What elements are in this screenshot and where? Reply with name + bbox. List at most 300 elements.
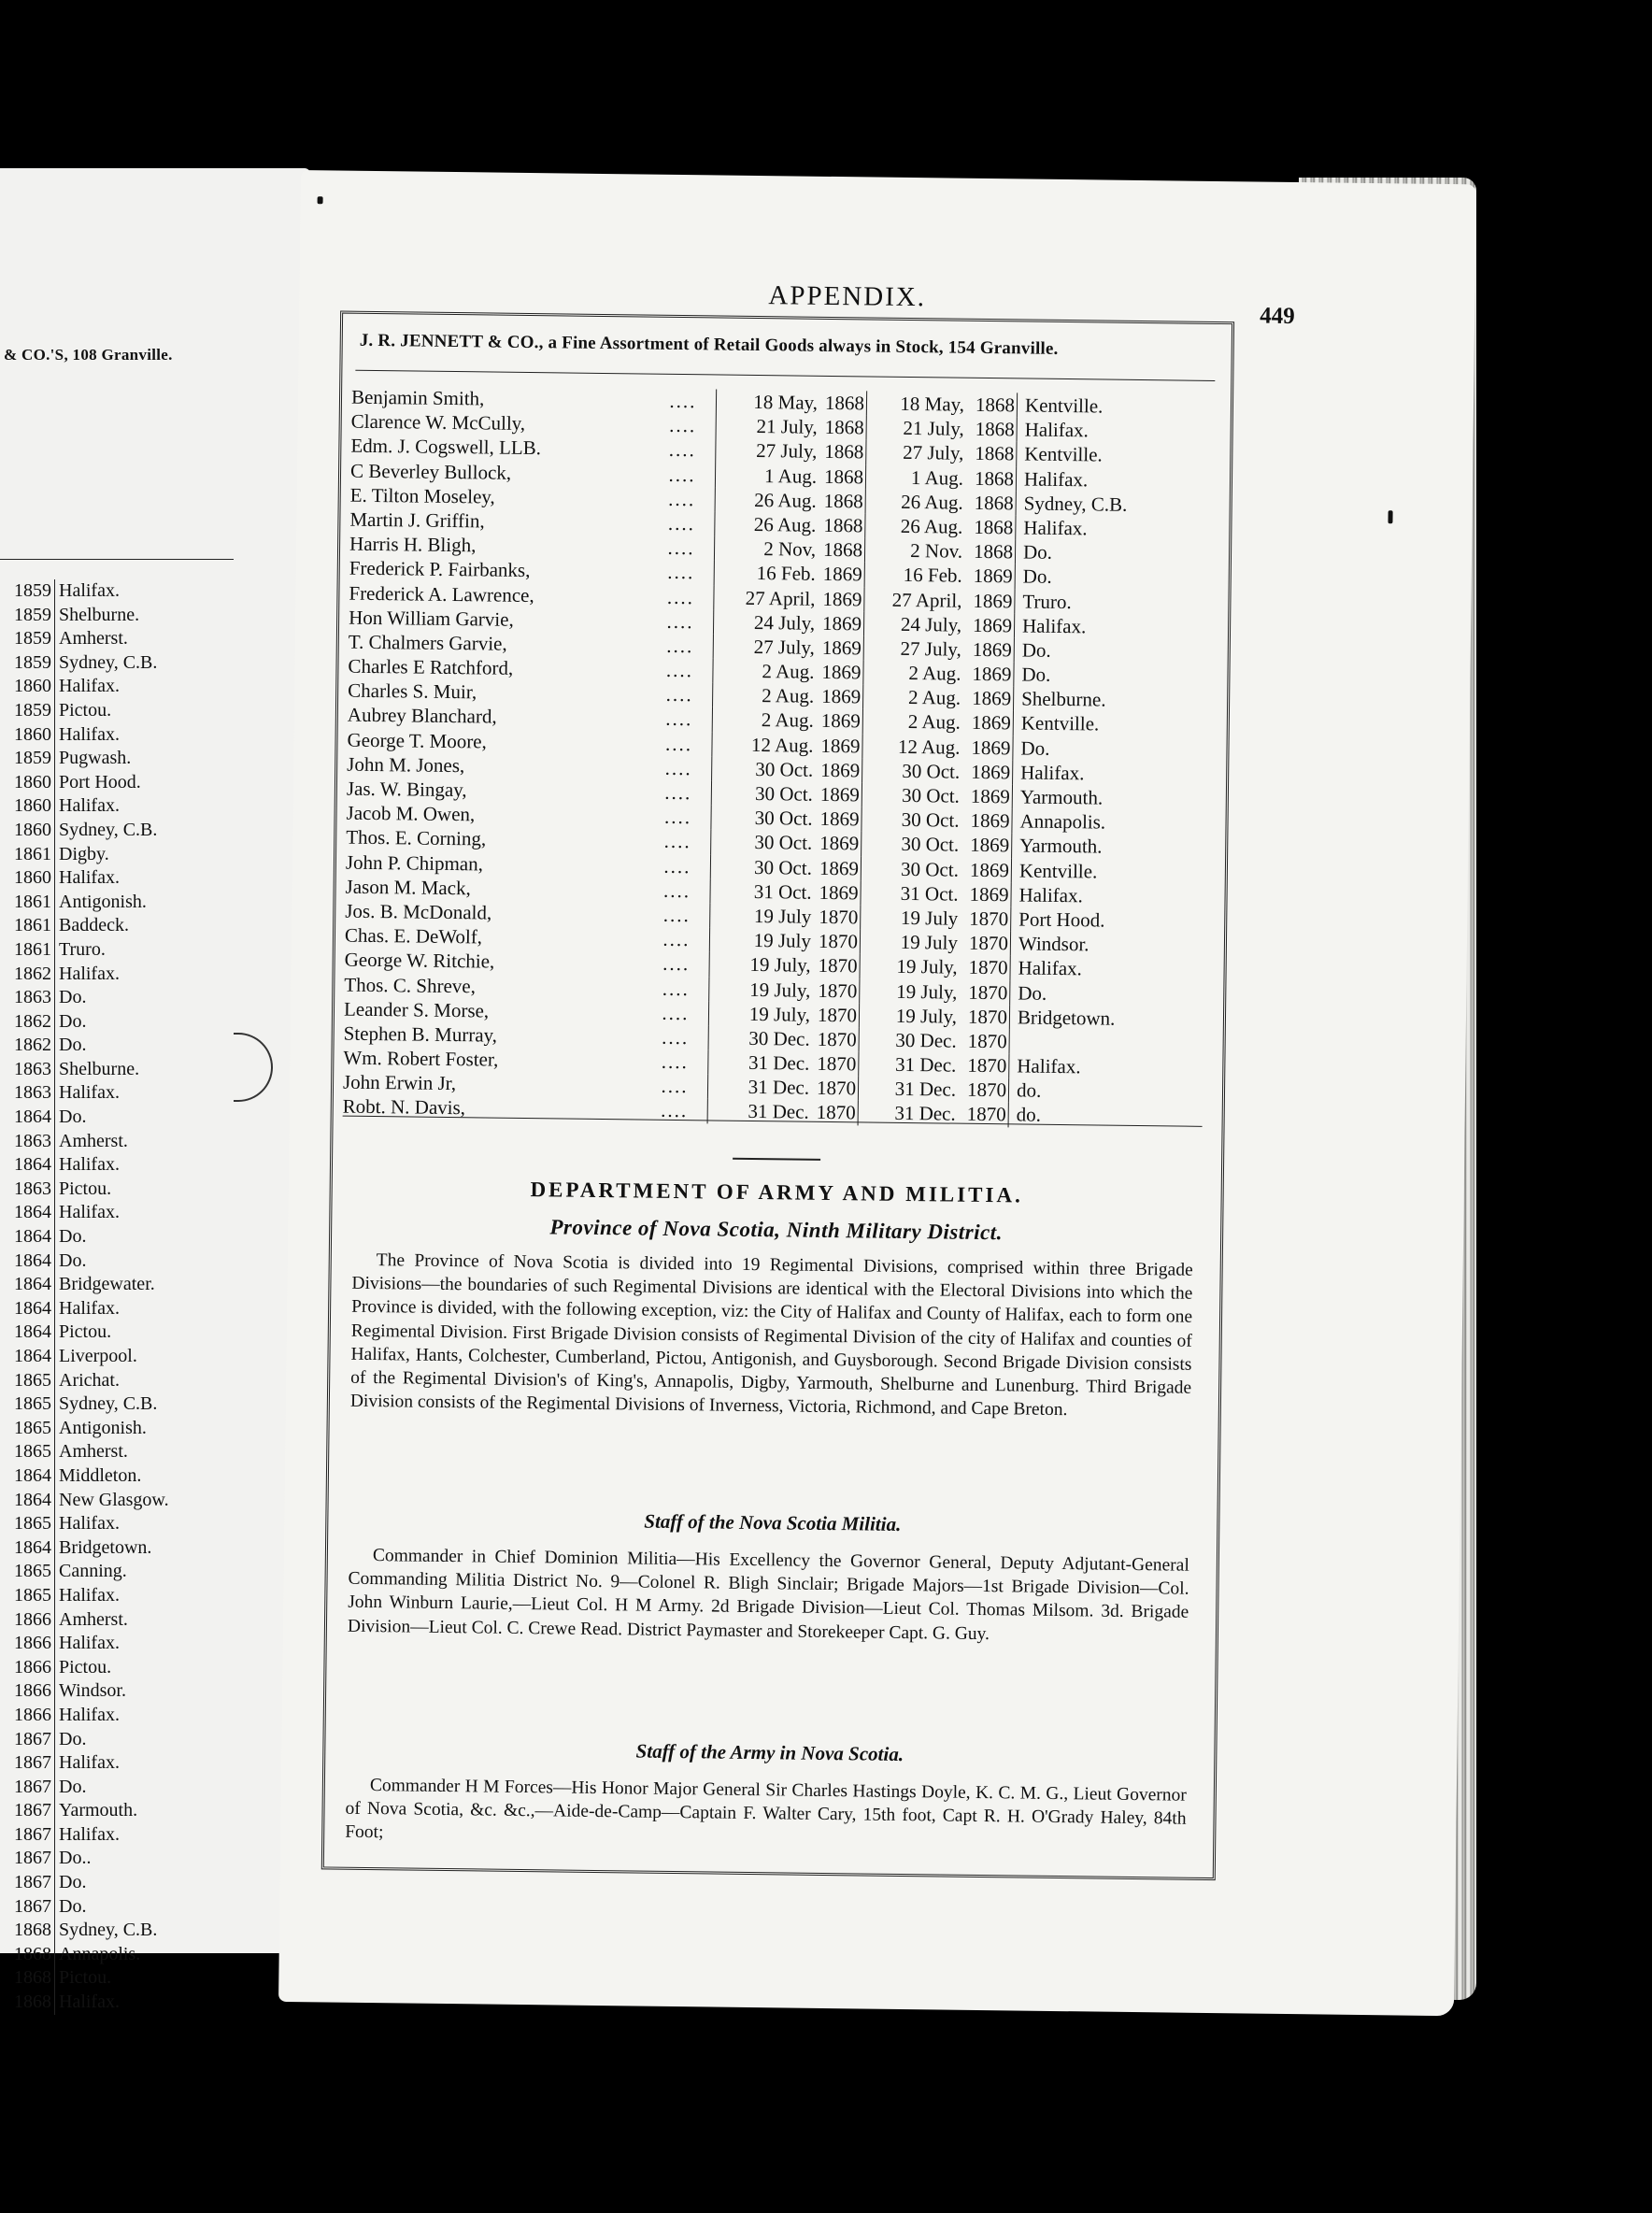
ad-divider xyxy=(355,370,1215,381)
date-cell: 2 Aug. xyxy=(907,686,961,709)
place-cell: Antigonish. xyxy=(59,1417,147,1438)
name-cell: Frederick P. Fairbanks, xyxy=(349,556,531,582)
staff-militia-title: Staff of the Nova Scotia Militia. xyxy=(644,1509,902,1535)
date-cell: 19 July, xyxy=(895,1004,958,1028)
left-list-row xyxy=(0,1417,234,1441)
left-list-row xyxy=(0,1440,234,1464)
left-list-row xyxy=(0,1297,234,1321)
year-cell: 1868 xyxy=(966,515,1016,540)
place-cell: Halifax. xyxy=(59,1297,120,1319)
date-cell: 1 Aug. xyxy=(715,463,820,489)
date-cell: 2 Nov. xyxy=(910,539,963,563)
left-advertisement: & CO.'S, 108 Granville. xyxy=(4,346,173,364)
year-cell: 1864 xyxy=(0,1153,55,1178)
name-cell: Aubrey Blanchard, xyxy=(347,704,497,729)
date-cell: 21 July, xyxy=(903,417,964,440)
place-cell: Annapolis. xyxy=(59,1943,141,1964)
place-cell: Halifax. xyxy=(1018,883,1083,907)
place-cell: Halifax. xyxy=(59,1154,120,1176)
year-cell: 1870 xyxy=(815,905,861,930)
place-cell: Do. xyxy=(1020,736,1050,760)
year-cell: 1868 xyxy=(0,1943,55,1967)
place-cell: Do. xyxy=(59,1226,87,1248)
leader-dots: .... xyxy=(668,463,696,486)
date-cell: 27 July, xyxy=(715,438,820,464)
place-cell: Shelburne. xyxy=(1020,687,1106,711)
place-cell: Port Hood. xyxy=(59,771,141,792)
date-cell: 31 Dec. xyxy=(707,1049,813,1076)
year-cell: 1864 xyxy=(0,1321,55,1345)
year-cell: 1859 xyxy=(0,651,55,676)
place-cell: Do.. xyxy=(59,1848,92,1869)
left-list-row xyxy=(0,723,234,748)
leader-dots: .... xyxy=(669,389,697,413)
name-cell: E. Tilton Moseley, xyxy=(349,483,495,508)
leader-dots: .... xyxy=(662,903,691,927)
leader-dots: .... xyxy=(661,1049,690,1074)
year-cell: 1868 xyxy=(820,464,866,489)
place-cell: Kentville. xyxy=(1024,393,1104,418)
leader-dots: .... xyxy=(661,1075,689,1098)
leader-dots: .... xyxy=(669,414,697,437)
left-divider xyxy=(0,559,234,560)
year-cell: 1869 xyxy=(818,708,863,734)
date-cell: 2 Aug. xyxy=(712,683,818,709)
year-cell: 1859 xyxy=(0,604,55,628)
place-cell: Do. xyxy=(59,1776,87,1797)
year-cell: 1867 xyxy=(0,1728,55,1752)
left-list-row xyxy=(0,747,234,771)
name-cell: Jason M. Mack, xyxy=(345,875,471,900)
name-cell: C Beverley Bullock, xyxy=(349,459,512,484)
year-cell: 1869 xyxy=(819,610,864,635)
year-cell: 1867 xyxy=(0,1871,55,1895)
left-list-row xyxy=(0,1081,234,1106)
name-cell: John P. Chipman, xyxy=(345,850,484,875)
place-cell: Pictou. xyxy=(59,1178,112,1199)
left-list-row xyxy=(0,1273,234,1297)
left-list-row xyxy=(0,1895,234,1920)
name-cell: Jos. B. McDonald, xyxy=(345,899,492,924)
place-cell: Sydney, C.B. xyxy=(59,819,158,840)
place-cell: Amherst. xyxy=(59,1608,128,1630)
place-cell: Halifax. xyxy=(1023,516,1088,540)
year-cell: 1868 xyxy=(0,1919,55,1943)
page-number: 449 xyxy=(1260,303,1295,330)
leader-dots: .... xyxy=(665,683,693,707)
year-cell: 1868 xyxy=(968,417,1018,442)
left-list-row xyxy=(0,1919,234,1943)
place-cell: Middleton. xyxy=(59,1464,142,1486)
year-cell: 1863 xyxy=(0,1081,55,1106)
name-cell: Harris H. Bligh, xyxy=(349,532,477,557)
year-cell: 1870 xyxy=(815,929,861,954)
place-cell: Do. xyxy=(1018,980,1047,1005)
date-cell: 16 Feb. xyxy=(903,564,962,587)
date-cell: 19 July xyxy=(900,906,959,930)
year-cell: 1863 xyxy=(0,1130,55,1154)
left-list-row xyxy=(0,1489,234,1513)
left-list-row xyxy=(0,604,234,628)
year-cell: 1864 xyxy=(0,1273,55,1297)
place-cell: Port Hood. xyxy=(1018,907,1105,932)
appointment-list xyxy=(343,385,1212,1130)
date-cell: 26 Aug. xyxy=(901,490,963,514)
name-cell: Leander S. Morse, xyxy=(343,997,490,1022)
place-cell: Halifax. xyxy=(1020,761,1085,785)
place-cell: Do. xyxy=(1021,663,1051,686)
year-cell: 1870 xyxy=(960,1053,1009,1078)
leader-dots: .... xyxy=(663,854,691,878)
year-cell: 1868 xyxy=(821,391,867,416)
date-cell: 19 July xyxy=(900,931,959,954)
year-cell: 1864 xyxy=(0,1225,55,1249)
place-cell xyxy=(1010,1029,1018,1053)
place-cell: Amherst. xyxy=(59,628,128,650)
date-cell: 30 Oct. xyxy=(902,759,961,783)
left-page xyxy=(0,168,310,2013)
staff-militia-paragraph: Commander in Chief Dominion Militia—His Excellency the Governor General, Deputy Adjutant-General Commanding Militia District No. 9—Colonel R. Bligh Sinclair; Brigade Majors—1st Brigade Division—Col. John Winburn Laurie,—Lieut Col. H M Army. 2d Brigade Division—Lieut Col. Thomas Milsom. 3d. Brigade Division—Lieut Col. C. Crewe Read. District Paymaster and Storekeeper Capt. G. Guy. xyxy=(347,1546,1189,1644)
left-list-row xyxy=(0,1225,234,1249)
place-cell: Do. xyxy=(59,1895,87,1917)
place-cell: Truro. xyxy=(59,938,106,960)
place-cell: Halifax. xyxy=(59,1513,120,1535)
year-cell: 1869 xyxy=(816,855,862,880)
place-cell: Pictou. xyxy=(59,699,112,721)
left-list-row xyxy=(0,1536,234,1561)
leader-dots: .... xyxy=(662,977,690,1000)
year-cell: 1868 xyxy=(966,539,1016,564)
leader-dots: .... xyxy=(664,732,693,755)
year-cell: 1869 xyxy=(818,660,863,685)
left-list-row xyxy=(0,1392,234,1417)
name-cell: Benjamin Smith, xyxy=(350,385,485,410)
year-cell: 1868 xyxy=(967,441,1017,466)
place-cell: Bridgewater. xyxy=(59,1274,155,1295)
place-cell: Windsor. xyxy=(59,1680,126,1702)
year-cell: 1864 xyxy=(0,1249,55,1274)
date-cell: 27 July, xyxy=(900,636,961,661)
place-cell: Halifax. xyxy=(1021,614,1087,637)
year-cell: 1869 xyxy=(819,635,864,661)
left-list-row xyxy=(0,1847,234,1871)
year-cell: 1867 xyxy=(0,1751,55,1776)
name-cell: Jacob M. Owen, xyxy=(346,801,476,826)
year-cell: 1869 xyxy=(819,562,865,587)
leader-dots: .... xyxy=(662,878,691,902)
place-cell: Annapolis. xyxy=(1019,809,1106,834)
place-cell: Arichat. xyxy=(59,1369,120,1391)
date-cell: 19 July, xyxy=(708,977,814,1003)
left-list-row xyxy=(0,843,234,867)
date-cell: 1 Aug. xyxy=(910,465,964,490)
leader-dots: .... xyxy=(662,1001,690,1024)
place-cell: Kentville. xyxy=(1024,442,1103,466)
year-cell: 1869 xyxy=(817,733,862,758)
date-cell: 30 Oct. xyxy=(901,783,961,807)
leader-dots: .... xyxy=(667,561,695,584)
year-cell: 1869 xyxy=(962,808,1012,834)
year-cell: 1863 xyxy=(0,1178,55,1202)
year-cell: 1869 xyxy=(963,760,1013,785)
left-list-row xyxy=(0,1512,234,1536)
left-list-row xyxy=(0,986,234,1010)
left-list-row xyxy=(0,1321,234,1345)
place-cell: Amherst. xyxy=(59,1130,128,1151)
place-cell: Liverpool. xyxy=(59,1346,137,1366)
place-cell: Halifax. xyxy=(59,723,120,745)
left-list-row xyxy=(0,1584,234,1608)
year-cell: 1861 xyxy=(0,891,55,915)
place-cell: Baddeck. xyxy=(59,915,129,936)
name-cell: Chas. E. DeWolf, xyxy=(344,923,483,949)
date-cell: 19 July, xyxy=(896,979,958,1004)
place-cell: Do. xyxy=(59,987,87,1008)
department-title: DEPARTMENT OF ARMY AND MILITIA. xyxy=(530,1178,1023,1207)
year-cell: 1861 xyxy=(0,938,55,963)
name-cell: Thos. E. Corning, xyxy=(346,826,487,850)
year-cell: 1869 xyxy=(816,831,862,856)
year-cell: 1869 xyxy=(965,588,1015,613)
left-list-row xyxy=(0,1201,234,1225)
date-cell: 2 Aug. xyxy=(908,662,961,685)
left-list-row xyxy=(0,1034,234,1058)
date-cell: 12 Aug. xyxy=(711,732,817,758)
place-cell: Sydney, C.B. xyxy=(1023,492,1128,516)
year-cell: 1865 xyxy=(0,1440,55,1464)
year-cell: 1869 xyxy=(964,710,1014,735)
left-list-row xyxy=(0,1153,234,1178)
place-cell: Shelburne. xyxy=(59,604,140,625)
left-list-row xyxy=(0,1464,234,1489)
right-page xyxy=(278,170,1476,2016)
name-cell: George W. Ritchie, xyxy=(344,948,495,973)
name-cell: Stephen B. Murray, xyxy=(343,1021,498,1047)
leader-dots: .... xyxy=(665,658,694,682)
year-cell: 1865 xyxy=(0,1392,55,1417)
left-list-row xyxy=(0,963,234,987)
left-list-row xyxy=(0,579,234,604)
year-cell: 1869 xyxy=(964,662,1014,687)
left-list-row xyxy=(0,794,234,819)
place-cell: Bridgetown. xyxy=(59,1536,152,1558)
left-list-row xyxy=(0,1704,234,1728)
year-cell: 1868 xyxy=(0,1966,55,1991)
date-cell: 30 Oct. xyxy=(710,854,816,880)
year-cell: 1864 xyxy=(0,1201,55,1225)
date-cell: 18 May, xyxy=(716,389,821,415)
year-cell: 1866 xyxy=(0,1632,55,1656)
leader-dots: .... xyxy=(662,1025,690,1049)
date-cell: 2 Nov, xyxy=(714,536,819,563)
date-cell: 31 Dec. xyxy=(707,1099,813,1125)
left-list-row xyxy=(0,1751,234,1776)
place-cell: Halifax. xyxy=(59,963,120,984)
place-cell: Pictou. xyxy=(59,1321,112,1343)
date-cell: 19 July xyxy=(709,903,815,929)
year-cell: 1863 xyxy=(0,986,55,1010)
year-cell: 1870 xyxy=(813,1076,859,1101)
year-cell: 1869 xyxy=(961,881,1011,907)
name-cell: Charles S. Muir, xyxy=(348,678,477,704)
date-cell: 18 May, xyxy=(900,392,965,416)
left-list-row xyxy=(0,1106,234,1130)
year-cell: 1865 xyxy=(0,1584,55,1608)
left-list-row xyxy=(0,1608,234,1633)
year-cell: 1862 xyxy=(0,1034,55,1058)
date-cell: 12 Aug. xyxy=(897,735,961,759)
year-cell: 1869 xyxy=(965,637,1015,663)
date-cell: 30 Dec. xyxy=(895,1028,957,1052)
left-list-row xyxy=(0,1058,234,1082)
year-cell: 1866 xyxy=(0,1656,55,1680)
date-cell: 26 Aug. xyxy=(714,511,819,537)
name-cell: Jas. W. Bingay, xyxy=(346,777,467,802)
place-cell: Halifax. xyxy=(59,580,120,601)
date-cell: 30 Oct. xyxy=(710,830,816,856)
year-cell: 1867 xyxy=(0,1776,55,1800)
date-cell: 19 July xyxy=(709,928,815,954)
place-cell: New Glasgow. xyxy=(59,1489,169,1510)
date-cell: 19 July, xyxy=(896,955,958,978)
year-cell: 1862 xyxy=(0,1010,55,1035)
leader-dots: .... xyxy=(665,707,693,731)
year-cell: 1868 xyxy=(0,1991,55,2015)
left-list-row xyxy=(0,1010,234,1035)
leader-dots: .... xyxy=(666,609,694,633)
place-cell: Digby. xyxy=(59,843,109,864)
year-cell: 1870 xyxy=(960,1102,1009,1127)
name-cell: George T. Moore, xyxy=(347,728,487,753)
place-cell: Sydney, C.B. xyxy=(59,651,158,673)
leader-dots: .... xyxy=(661,1099,689,1122)
name-cell: Edm. J. Cogswell, LLB. xyxy=(350,435,542,460)
year-cell: 1859 xyxy=(0,627,55,651)
left-list-row xyxy=(0,1776,234,1800)
place-cell: Halifax. xyxy=(59,1704,120,1725)
place-cell: Halifax. xyxy=(59,867,120,889)
place-cell: Halifax. xyxy=(1023,467,1089,491)
name-cell: Hon William Garvie, xyxy=(349,606,514,631)
year-cell: 1870 xyxy=(961,955,1010,980)
year-cell: 1869 xyxy=(962,857,1012,882)
year-cell: 1869 xyxy=(817,782,862,807)
place-cell: Halifax. xyxy=(59,1082,120,1104)
date-cell: 27 April, xyxy=(713,585,819,611)
name-cell: John Erwin Jr, xyxy=(342,1070,457,1095)
place-cell: Halifax. xyxy=(59,1584,120,1606)
left-list-row xyxy=(0,1823,234,1848)
year-cell: 1864 xyxy=(0,1345,55,1369)
left-list-row xyxy=(0,1966,234,1991)
date-cell: 27 July, xyxy=(903,441,964,465)
date-cell: 31 Oct. xyxy=(900,881,959,906)
date-cell: 31 Oct. xyxy=(709,878,815,905)
place-cell: Shelburne. xyxy=(59,1058,140,1079)
place-cell: Yarmouth. xyxy=(1019,785,1104,809)
staff-army-paragraph: Commander H M Forces—His Honor Major General Sir Charles Hastings Doyle, K. C. M. G., Lieut Governor of Nova Scotia, &c. &c.,—Aide-de-Camp—Captain F. Walter Cary, 15th foot, Capt R. H. O'Grady Haley, 84th Foot; xyxy=(345,1776,1187,1843)
place-cell: Do. xyxy=(1021,638,1051,662)
name-cell: T. Chalmers Garvie, xyxy=(348,630,507,655)
province-paragraph: The Province of Nova Scotia is divided into 19 Regimental Divisions, comprised within three Brigade Divisions—the boundaries of such Regimental Divisions are identical with the Electoral Divisions into which the Province is divided, with the following exception, viz: the City of Halifax and County of Halifax, each to form one Regimental Division. First Brigade Division consists of Regimental Division of the city of Halifax and counties of Halifax, Hants, Colchester, Cumberland, Pictou, Antigonish, and Guysborough. Second Brigade Division consists of the Regimental Division's of King's, Annapolis, Digby, Yarmouth, Shelburne and Lunenburg. Third Brigade Division consists of the Regimental Divisions of Inverness, Victoria, Richmond, and Cape Breton. xyxy=(349,1250,1193,1421)
place-cell: Pugwash. xyxy=(59,748,132,769)
date-cell: 27 July, xyxy=(713,634,819,660)
year-cell: 1869 xyxy=(962,833,1012,858)
date-cell: 24 July, xyxy=(713,609,819,635)
left-list-row xyxy=(0,819,234,843)
left-list-row xyxy=(0,938,234,963)
left-list xyxy=(0,579,234,2015)
left-list-row xyxy=(0,914,234,938)
year-cell: 1867 xyxy=(0,1895,55,1920)
left-list-row xyxy=(0,891,234,915)
year-cell: 1869 xyxy=(818,684,863,709)
date-cell: 30 Dec. xyxy=(708,1025,814,1051)
place-cell: Windsor. xyxy=(1018,932,1089,956)
place-cell: Halifax. xyxy=(1024,418,1089,442)
left-list-row xyxy=(0,1130,234,1154)
year-cell: 1866 xyxy=(0,1608,55,1633)
year-cell: 1864 xyxy=(0,1489,55,1513)
year-cell: 1865 xyxy=(0,1417,55,1441)
year-cell: 1869 xyxy=(964,686,1014,711)
year-cell: 1860 xyxy=(0,819,55,843)
date-cell: 30 Oct. xyxy=(901,808,960,832)
left-list-row xyxy=(0,1656,234,1680)
year-cell: 1868 xyxy=(967,465,1017,491)
date-cell: 31 Dec. xyxy=(894,1078,957,1101)
leader-dots: .... xyxy=(662,927,691,951)
year-cell: 1868 xyxy=(821,415,867,440)
date-cell: 2 Aug. xyxy=(907,710,961,735)
place-cell: Halifax. xyxy=(1018,956,1083,980)
leader-dots: .... xyxy=(663,830,691,853)
province-title: Province of Nova Scotia, Ninth Military District. xyxy=(549,1215,1004,1245)
year-cell: 1866 xyxy=(0,1679,55,1704)
leader-dots: .... xyxy=(664,756,692,779)
left-list-row xyxy=(0,1178,234,1202)
place-cell: Halifax. xyxy=(59,1823,120,1845)
date-cell: 26 Aug. xyxy=(900,514,963,538)
name-cell: Robt. N. Davis, xyxy=(342,1095,466,1120)
year-cell: 1869 xyxy=(815,880,861,906)
year-cell: 1870 xyxy=(814,1002,860,1027)
left-list-row xyxy=(0,1943,234,1967)
place-cell: Halifax. xyxy=(1017,1054,1081,1078)
year-cell: 1870 xyxy=(961,907,1011,932)
year-cell: 1862 xyxy=(0,963,55,987)
left-list-row xyxy=(0,1632,234,1656)
place-cell: Halifax. xyxy=(59,1752,120,1774)
leader-dots: .... xyxy=(666,585,695,608)
year-cell: 1865 xyxy=(0,1512,55,1536)
year-cell: 1868 xyxy=(967,490,1017,515)
year-cell: 1860 xyxy=(0,675,55,699)
place-cell: Do. xyxy=(59,1035,87,1056)
place-cell: do. xyxy=(1016,1078,1042,1103)
year-cell: 1859 xyxy=(0,747,55,771)
year-cell: 1868 xyxy=(820,489,866,514)
year-cell: 1870 xyxy=(814,953,860,978)
year-cell: 1870 xyxy=(961,931,1011,956)
year-cell: 1869 xyxy=(963,735,1013,760)
year-cell: 1870 xyxy=(961,979,1010,1005)
year-cell: 1865 xyxy=(0,1369,55,1393)
place-cell: Kentville. xyxy=(1018,859,1098,883)
left-list-row xyxy=(0,1991,234,2015)
leader-dots: .... xyxy=(668,487,696,510)
date-cell: 31 Dec. xyxy=(707,1075,813,1101)
